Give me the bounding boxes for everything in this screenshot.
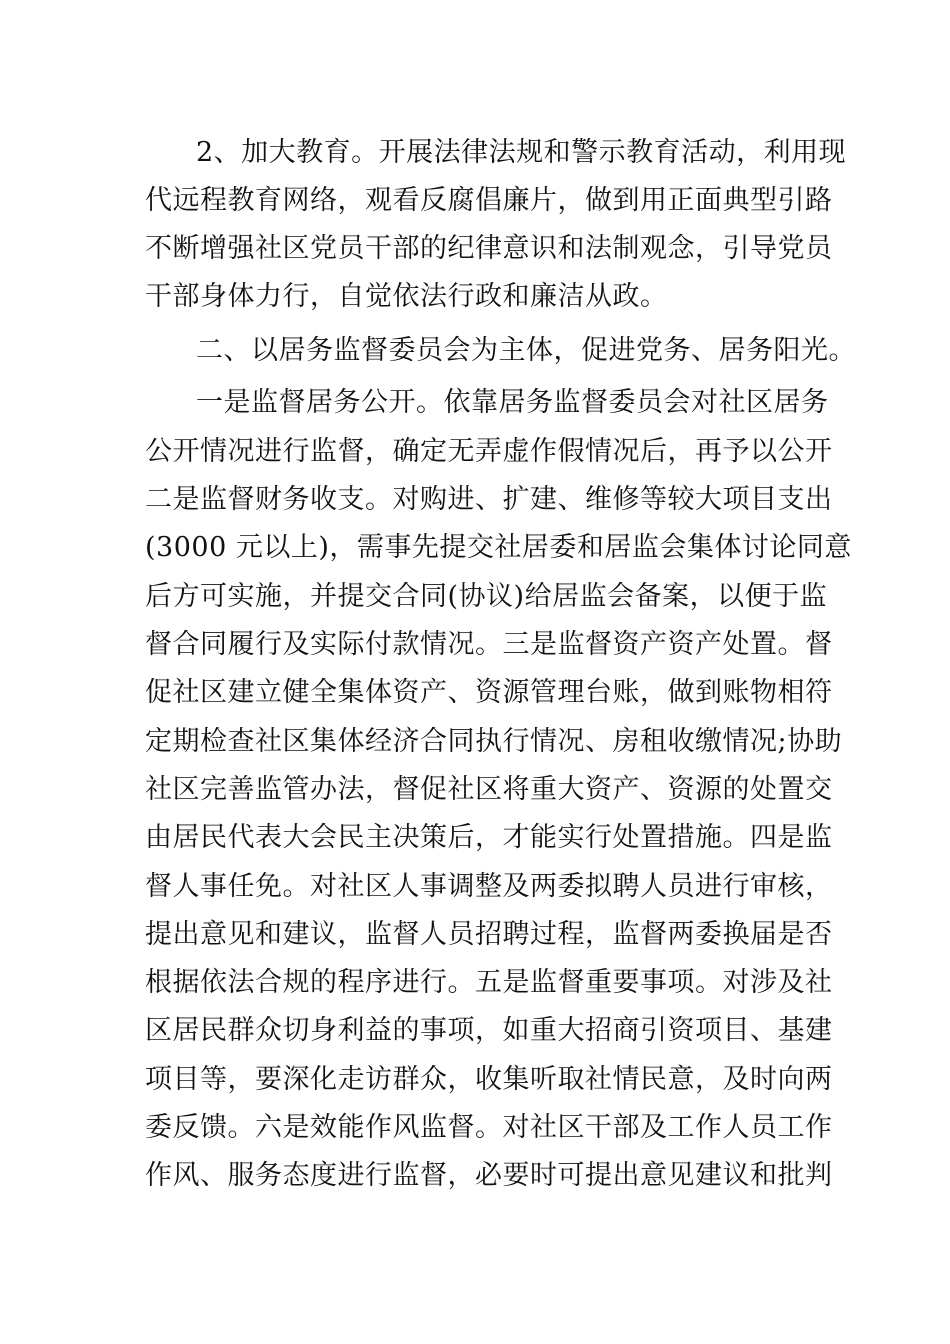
text-line-6: 一是监督居务公开。依靠居务监督委员会对社区居务: [196, 387, 829, 418]
text-line-11: 督合同履行及实际付款情况。三是监督资产资产处置。督: [145, 629, 833, 660]
text-line-13: 定期检查社区集体经济合同执行情况、房租收缴情况;协助: [145, 726, 843, 757]
section-heading: 二、以居务监督委员会为主体，促进党务、居务阳光。: [196, 335, 856, 366]
text-line-20: 项目等，要深化走访群众，收集听取社情民意，及时向两: [145, 1064, 833, 1095]
text-line-17: 提出意见和建议，监督人员招聘过程，监督两委换届是否: [145, 919, 833, 950]
text-line-9: (3000 元以上)，需事先提交社居委和居监会集体讨论同意: [145, 532, 852, 563]
text-line-14: 社区完善监管办法，督促社区将重大资产、资源的处置交: [145, 774, 833, 805]
text-line-10: 后方可实施，并提交合同(协议)给居监会备案，以便于监: [145, 581, 828, 612]
text-line-8: 二是监督财务收支。对购进、扩建、维修等较大项目支出: [145, 484, 833, 515]
text-line-22: 作风、服务态度进行监督，必要时可提出意见建议和批判: [145, 1160, 833, 1191]
text-line-4: 干部身体力行，自觉依法行政和廉洁从政。: [145, 281, 668, 312]
text-line-3: 不断增强社区党员干部的纪律意识和法制观念，引导党员: [145, 233, 833, 264]
text-line-18: 根据依法合规的程序进行。五是监督重要事项。对涉及社: [145, 967, 833, 998]
text-line-12: 促社区建立健全集体资产、资源管理台账，做到账物相符: [145, 677, 833, 708]
text-line-19: 区居民群众切身利益的事项，如重大招商引资项目、基建: [145, 1015, 833, 1046]
text-line-7: 公开情况进行监督，确定无弄虚作假情况后，再予以公开: [145, 436, 833, 467]
text-line-2: 代远程教育网络，观看反腐倡廉片，做到用正面典型引路: [145, 185, 833, 216]
text-line-15: 由居民代表大会民主决策后，才能实行处置措施。四是监: [145, 822, 833, 853]
text-line-16: 督人事任免。对社区人事调整及两委拟聘人员进行审核，: [145, 871, 833, 902]
text-line-1: 2、加大教育。开展法律法规和警示教育活动，利用现: [196, 137, 847, 168]
text-line-21: 委反馈。六是效能作风监督。对社区干部及工作人员工作: [145, 1112, 833, 1143]
